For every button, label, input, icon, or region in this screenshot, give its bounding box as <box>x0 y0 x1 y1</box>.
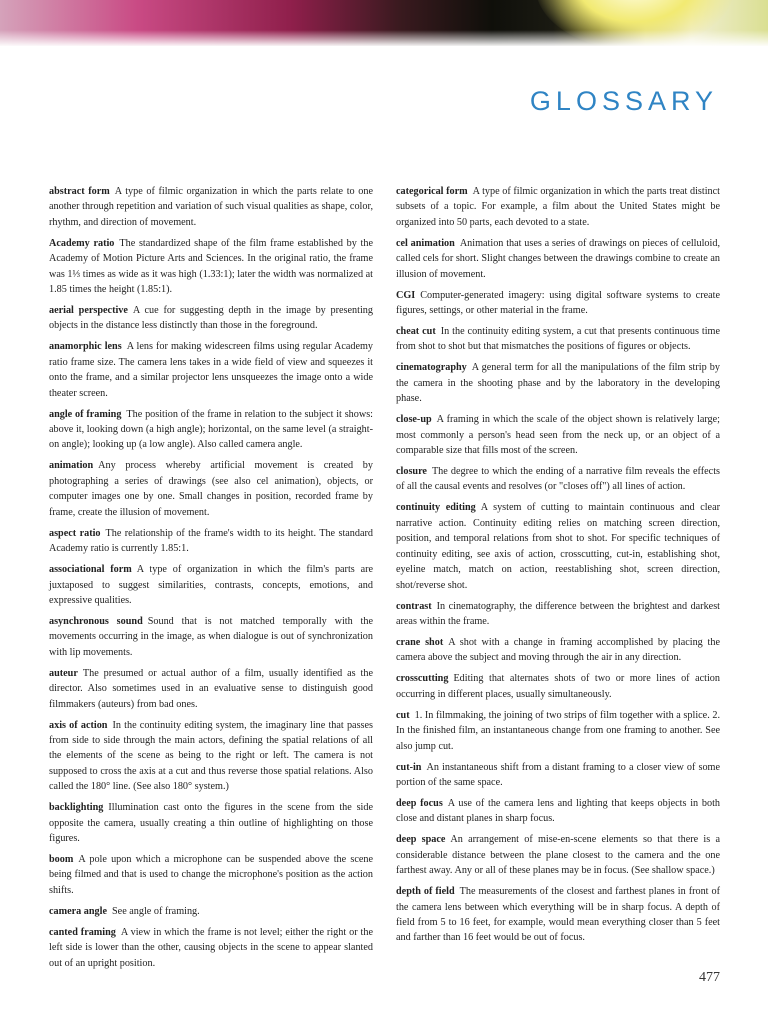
glossary-term: crane shot <box>396 636 444 648</box>
glossary-definition: Sound that is not matched temporally with the movements occurring in the image, as when dialogue is out of synchronization with lip movements. <box>49 615 373 658</box>
glossary-entry <box>396 236 720 282</box>
glossary-term: canted framing <box>49 926 116 938</box>
glossary-entry <box>396 832 720 878</box>
glossary-entry <box>396 184 720 230</box>
glossary-definition: A shot with a change in framing accomplished by placing the camera above the subject and moving through the air in any direction. <box>396 636 720 664</box>
glossary-entry <box>396 288 720 319</box>
glossary-column-right <box>396 184 720 951</box>
glossary-definition: See angle of framing. <box>112 905 200 917</box>
page-number: 477 <box>699 970 720 985</box>
glossary-term: boom <box>49 853 74 865</box>
glossary-term: crosscutting <box>396 673 449 685</box>
glossary-term: cut <box>396 709 410 721</box>
glossary-definition: A cue for suggesting depth in the image by presenting objects in the distance less distinctly than those in the foreground. <box>49 305 373 332</box>
glossary-column-left <box>49 184 373 977</box>
glossary-term: asynchronous sound <box>49 615 143 627</box>
glossary-entry <box>396 599 720 630</box>
glossary-entry <box>396 324 720 355</box>
glossary-entry <box>396 671 720 702</box>
glossary-entry <box>49 458 373 520</box>
glossary-definition: Editing that alternates shots of two or more lines of action occurring in different places, usually simultaneously. <box>396 673 720 700</box>
glossary-term: closure <box>396 466 427 478</box>
glossary-term: categorical form <box>396 186 468 197</box>
glossary-entry <box>49 526 373 557</box>
glossary-definition: Illumination cast onto the figures in the scene from the side opposite the camera, usually creating a thin outline of highlighting on those figures. <box>49 802 373 844</box>
glossary-definition: A type of organization in which the film's parts are juxtaposed to suggest similarities, contrasts, concepts, emotions, and expressive qualities. <box>49 564 374 606</box>
glossary-term: cinematography <box>396 362 467 374</box>
glossary-definition: In cinematography, the difference between the brightest and darkest areas within the frame. <box>396 600 720 627</box>
glossary-term: associational form <box>49 564 132 576</box>
glossary-term: depth of field <box>396 886 455 898</box>
glossary-term: backlighting <box>49 802 104 814</box>
glossary-term: cel animation <box>396 237 455 249</box>
glossary-entry <box>49 303 373 334</box>
glossary-entry <box>396 360 720 406</box>
glossary-definition: The presumed or actual author of a film, usually identified as the director. Also sometimes used in an evaluative sense to distinguish good filmmakers (auteurs) from bad ones. <box>49 667 373 710</box>
glossary-definition: A view in which the frame is not level; either the right or the left side is lower than the other, causing objects in the scene to appear slanted out of an upright position. <box>49 926 373 969</box>
glossary-definition: In the continuity editing system, a cut that presents continuous time from shot to shot but that mismatches the positions of figures or objects. <box>396 326 721 353</box>
glossary-term: deep focus <box>396 797 443 809</box>
glossary-entry <box>49 407 373 453</box>
glossary-definition: A pole upon which a microphone can be suspended above the scene being filmed and that is used to change the microphone's position as the action shifts. <box>49 853 373 896</box>
glossary-entry <box>396 635 720 666</box>
glossary-definition: Any process whereby artificial movement is created by photographing a series of drawings (see also cel animation), objects, or computer images one by one. Small changes in position, recorded frame by frame, create the illusion of movement. <box>49 460 373 518</box>
glossary-definition: A system of cutting to maintain continuous and clear narrative action. Continuity editing relies on matching screen direction, position, and temporal relations from shot to shot. For specific techniques of continuity editing, see axis of action, crosscutting, cut-in, establishing shot, eyeline match, match on action, reestablishing shot, screen direction, shot/reverse shot. <box>396 502 720 591</box>
glossary-term: deep space <box>396 834 446 846</box>
glossary-definition: 1. In filmmaking, the joining of two strips of film together with a splice. 2. In the finished film, an instantaneous change from one framing to another. See also jump cut. <box>396 709 720 752</box>
glossary-definition: An arrangement of mise-en-scene elements so that there is a considerable distance between the plane closest to the camera and the one farthest away. Any or all of these planes may be in focus. (See shallow space.) <box>396 834 720 877</box>
glossary-entry <box>49 925 373 971</box>
glossary-entry <box>49 666 373 712</box>
glossary-entry <box>396 796 720 827</box>
glossary-term: contrast <box>396 600 432 612</box>
glossary-term: continuity editing <box>396 502 476 514</box>
glossary-definition: Animation that uses a series of drawings on pieces of celluloid, called cels for short. Slight changes between the drawings combine to create an illusion of movement. <box>396 237 720 280</box>
glossary-entry <box>396 464 720 495</box>
glossary-entry <box>396 412 720 458</box>
glossary-entry <box>49 852 373 898</box>
glossary-entry <box>396 760 720 791</box>
glossary-definition: An instantaneous shift from a distant framing to a closer view of some portion of the same space. <box>396 761 720 788</box>
glossary-definition: The position of the frame in relation to the subject it shows: above it, looking down (a high angle); horizontal, on the same level (a straight-on angle); looking up (a low angle). Also called camera angle. <box>49 408 373 451</box>
glossary-entry <box>49 718 373 795</box>
glossary-entry <box>49 904 373 919</box>
glossary-definition: A use of the camera lens and lighting that keeps objects in both close and distant planes in sharp focus. <box>396 797 721 825</box>
glossary-term: animation <box>49 460 94 472</box>
glossary-term: aspect ratio <box>49 527 101 539</box>
glossary-term: camera angle <box>49 905 107 917</box>
glossary-definition: A framing in which the scale of the object shown is relatively large; most commonly a person's head seen from the neck up, or an object of a comparable size that fills most of the screen. <box>396 414 720 457</box>
glossary-entry <box>49 800 373 846</box>
glossary-term: cheat cut <box>396 326 436 338</box>
glossary-term: anamorphic lens <box>49 341 122 353</box>
glossary-entry <box>49 184 373 230</box>
glossary-definition: The standardized shape of the film frame established by the Academy of Motion Picture Arts and Sciences. In the original ratio, the frame was 1⅓ times as wide as it was high (1.33:1); later the width was normalized at 1.85 times the height (1.85:1). <box>49 237 373 296</box>
glossary-definition: In the continuity editing system, the imaginary line that passes from side to side through the main actors, defining the spatial relations of all the elements of the scene as being to the right or left. The camera is not supposed to cross the axis at a cut and thus reverse those spatial relations. Also called the 180° line. (See also 180° system.) <box>49 719 373 793</box>
glossary-definition: Computer-generated imagery: using digital software systems to create figures, settings, or other material in the frame. <box>396 289 720 317</box>
glossary-term: angle of framing <box>49 408 122 420</box>
glossary-definition: A type of filmic organization in which the parts relate to one another through repetition and variation of such visual qualities as shape, color, rhythm, and direction of movement. <box>49 186 373 228</box>
page-title: GLOSSARY <box>529 86 718 116</box>
glossary-entry <box>49 236 373 298</box>
glossary-entry <box>396 884 720 946</box>
glossary-term: auteur <box>49 667 78 679</box>
glossary-term: close-up <box>396 414 432 426</box>
glossary-definition: The relationship of the frame's width to its height. The standard Academy ratio is currently 1.85:1. <box>49 527 374 555</box>
glossary-term: abstract form <box>49 186 110 197</box>
glossary-term: Academy ratio <box>49 237 115 249</box>
glossary-entry <box>396 500 720 592</box>
glossary-definition: The measurements of the closest and farthest planes in front of the camera lens between which everything will be in sharp focus. A depth of field from 5 to 16 feet, for example, would mean everything closer than 5 feet and farther than 16 feet would be out of focus. <box>396 886 720 944</box>
glossary-definition: The degree to which the ending of a narrative film reveals the effects of all the causal events and resolves (or "closes off") all lines of action. <box>396 466 720 493</box>
glossary-entry <box>396 708 720 754</box>
glossary-term: CGI <box>396 289 416 301</box>
glossary-entry <box>49 614 373 660</box>
glossary-definition: A type of filmic organization in which the parts treat distinct subsets of a topic. For example, a film about the United States might be organized into 50 parts, each devoted to a state. <box>396 186 720 228</box>
header-banner-image <box>0 0 768 46</box>
glossary-term: aerial perspective <box>49 305 128 317</box>
glossary-entry <box>49 562 373 608</box>
glossary-term: cut-in <box>396 761 422 773</box>
glossary-term: axis of action <box>49 719 108 731</box>
glossary-definition: A general term for all the manipulations of the film strip by the camera in the shooting phase and by the laboratory in the developing phase. <box>396 362 720 405</box>
glossary-definition: A lens for making widescreen films using regular Academy ratio frame size. The camera lens takes in a wide field of view and squeezes it onto the frame, and a similar projector lens unsqueezes the image onto a wide theater screen. <box>49 341 373 399</box>
glossary-entry <box>49 339 373 401</box>
